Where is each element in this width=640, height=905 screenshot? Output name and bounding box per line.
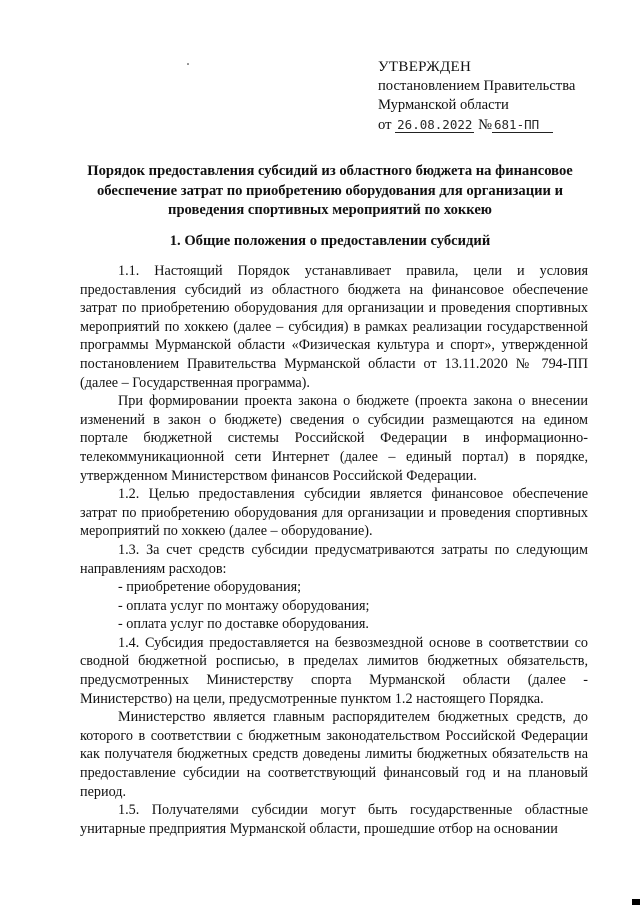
paragraph-1-2: 1.2. Целью предоставления субсидии является финансовое обеспечение затрат по приобретению оборудования для организации и проведения спортивных мероприятий по хоккею (далее – оборудование).: [80, 486, 588, 540]
approval-number: 681-ПП: [492, 117, 553, 133]
list-item: - приобретение оборудования;: [118, 579, 302, 596]
approval-date: 26.08.2022: [397, 117, 473, 132]
date-prefix: от: [378, 117, 392, 133]
paragraph-1-5: 1.5. Получателями субсидии могут быть государственные областные унитарные предприятия Мурманской области, прошедшие отбор на основании: [80, 802, 588, 837]
scan-speck: [187, 63, 189, 65]
approval-line-2: Мурманской области: [378, 97, 509, 113]
approval-line-1: постановлением Правительства: [378, 78, 576, 94]
approval-stamp-block: [378, 58, 628, 135]
document-title: Порядок предоставления субсидий из областного бюджета на финансовое обеспечение затрат по приобретению оборудования для организации и проведения спортивных мероприятий по хоккею: [87, 163, 573, 218]
number-prefix: №: [478, 117, 492, 133]
section-heading: 1. Общие положения о предоставлении субсидий: [169, 233, 491, 249]
paragraph-portal: При формировании проекта закона о бюджете (проекта закона о внесении изменений в закон о бюджете) сведения о субсидии размещаются на едином портале бюджетной системы Российской Федерации в информационно-телекоммуникационной сети Интернет (далее – единый портал) в порядке, утвержденном Министерством финансов Российской Федерации.: [80, 393, 588, 484]
paragraph-1-4: 1.4. Субсидия предоставляется на безвозмездной основе в соответствии со сводной бюджетной росписью, в пределах лимитов бюджетных обязательств, предусмотренных Министерству спорта Мурманской области (далее - Министерство) на цели, предусмотренные пунктом 1.2 настоящего Порядка.: [80, 634, 588, 707]
scan-corner-mark: [632, 899, 640, 905]
approval-heading: УТВЕРЖДЕН: [378, 59, 472, 75]
paragraph-1-1: 1.1. Настоящий Порядок устанавливает правила, цели и условия предоставления субсидий из областного бюджета на финансовое обеспечение затрат по приобретению оборудования для организации и проведения спортивных мероприятий по хоккею (далее – субсидия) в рамках реализации государственной программы Мурманской области «Физическая культура и спорт», утвержденной постановлением Правительства Мурманской области от 13.11.2020 № 794-ПП (далее – Государственная программа).: [80, 263, 588, 391]
list-item: - оплата услуг по доставке оборудования.: [118, 616, 369, 633]
paragraph-ministry: Министерство является главным распорядителем бюджетных средств, до которого в соответствии с бюджетным законодательством Российской Федерации как получателя бюджетных средств доведены лимиты бюджетных обязательств на предоставление субсидии на соответствующий финансовый год и на плановый период.: [80, 709, 588, 800]
list-item: - оплата услуг по монтажу оборудования;: [118, 597, 370, 614]
paragraph-1-3: 1.3. За счет средств субсидии предусматриваются затраты по следующим направлениям расходов:: [80, 541, 588, 577]
approval-date-line: [378, 115, 628, 135]
document-body: [80, 262, 588, 838]
